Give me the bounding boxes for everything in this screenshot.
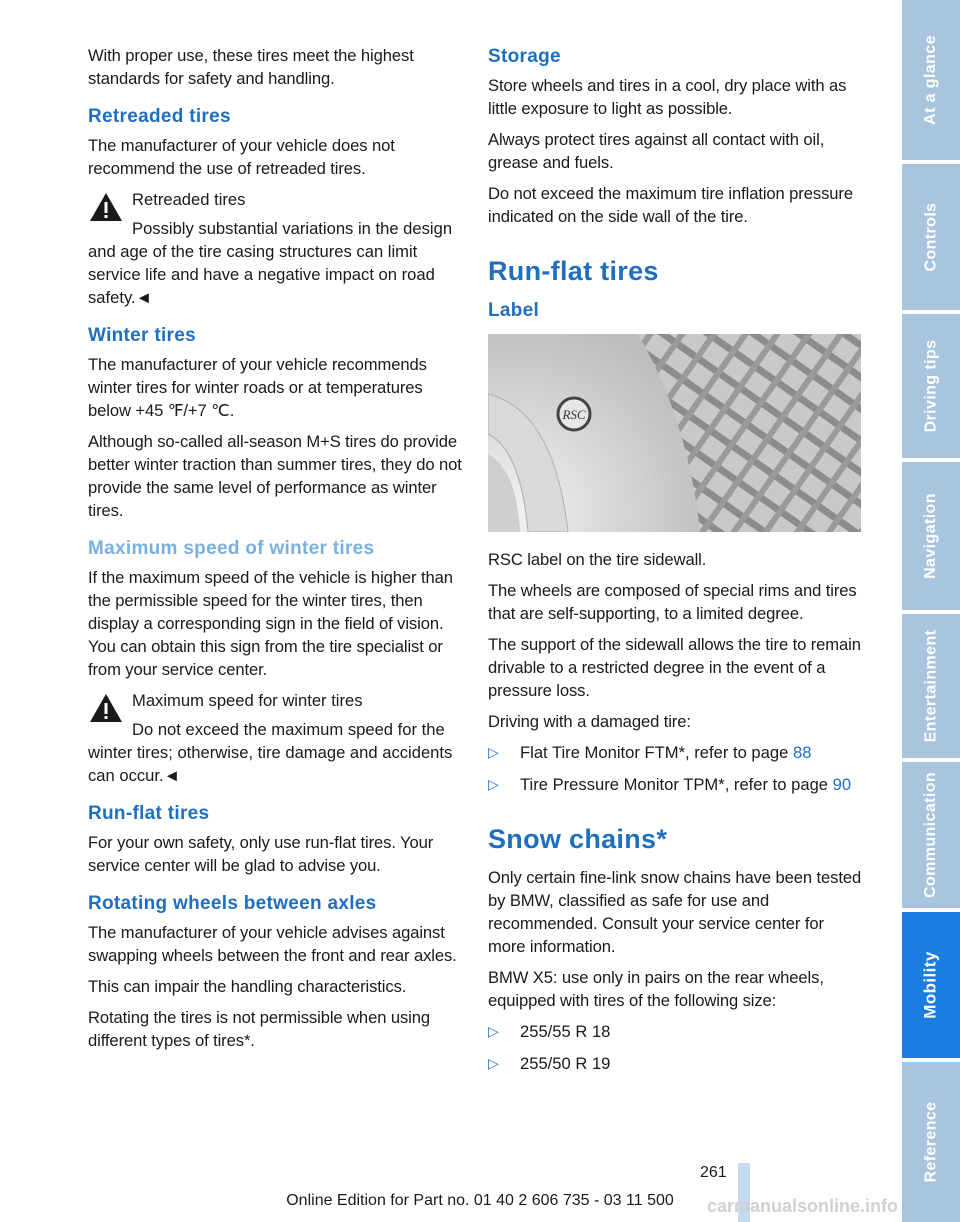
triangle-bullet-icon: ▷	[488, 1023, 499, 1039]
page-link-88[interactable]: 88	[792, 743, 812, 762]
tab-driving-tips[interactable]: Driving tips	[902, 314, 960, 458]
list-item: ▷ 255/50 R 19	[488, 1054, 611, 1073]
retreaded-warning-text: Possibly substantial variations in the design and age of the tire casing structures can limit service life and have a negative impact on road safety.◄	[88, 219, 453, 307]
winter-text-2: Although so-called all-season M+S tires do provide better winter traction than summer tires, they do not provide the same level of performance as winter tires.	[88, 432, 462, 520]
retreaded-heading: Retreaded tires	[88, 106, 231, 127]
tab-communication[interactable]: Communication	[902, 762, 960, 908]
list-item: ▷ 255/55 R 18	[488, 1022, 611, 1041]
storage-text-2: Always protect tires against all contact with oil, grease and fuels.	[488, 130, 825, 172]
runflat-text: For your own safety, only use run-flat tires. Your service center will be glad to advise you.	[88, 833, 434, 875]
runflat-text-3: Driving with a damaged tire:	[488, 712, 691, 731]
retreaded-warning-title: Retreaded tires	[132, 190, 246, 209]
tire-size-list	[488, 1020, 862, 1075]
retreaded-warning	[88, 188, 463, 309]
page-number: 261	[700, 1164, 727, 1181]
snow-text-2: BMW X5: use only in pairs on the rear wheels, equipped with tires of the following size:	[488, 968, 824, 1010]
label-heading: Label	[488, 300, 540, 321]
winter-heading: Winter tires	[88, 325, 196, 346]
runflat-heading: Run-flat tires	[88, 803, 210, 824]
runflat-text-1: The wheels are composed of special rims and tires that are self-supporting, to a limited degree.	[488, 581, 857, 623]
max-speed-heading: Maximum speed of winter tires	[88, 538, 375, 559]
tab-controls[interactable]: Controls	[902, 164, 960, 310]
triangle-bullet-icon: ▷	[488, 1055, 499, 1071]
rotating-text-1: The manufacturer of your vehicle advises against swapping wheels between the front and rear axles.	[88, 923, 457, 965]
intro-text: With proper use, these tires meet the highest standards for safety and handling.	[88, 46, 414, 88]
footer-edition-text: Online Edition for Part no. 01 40 2 606 735 - 03 11 500	[286, 1192, 674, 1209]
snow-text-1: Only certain fine-link snow chains have been tested by BMW, classified as safe for use and recommended. Consult your service center for more information.	[488, 868, 862, 956]
tire-sidewall-image	[488, 334, 861, 532]
runflat-section-heading: Run-flat tires	[488, 256, 659, 286]
svg-text:RSC: RSC	[562, 407, 586, 422]
list-item: ▷ Flat Tire Monitor FTM*, refer to page 88	[488, 743, 812, 762]
max-speed-warning-title: Maximum speed for winter tires	[132, 691, 363, 710]
tab-at-a-glance[interactable]: At a glance	[902, 0, 960, 160]
rotating-text-3: Rotating the tires is not permissible when using different types of tires*.	[88, 1008, 431, 1050]
warning-icon	[88, 190, 124, 224]
retreaded-text: The manufacturer of your vehicle does not recommend the use of retreaded tires.	[88, 136, 395, 178]
chapter-sidebar	[900, 0, 960, 1222]
tab-mobility[interactable]: Mobility	[902, 912, 960, 1058]
runflat-text-2: The support of the sidewall allows the tire to remain drivable to a restricted degree in the event of a pressure loss.	[488, 635, 861, 700]
page-link-90[interactable]: 90	[832, 775, 852, 794]
list-item: ▷ Tire Pressure Monitor TPM*, refer to page 90	[488, 775, 852, 794]
storage-text-3: Do not exceed the maximum tire inflation pressure indicated on the side wall of the tire.	[488, 184, 853, 226]
tab-navigation[interactable]: Navigation	[902, 462, 960, 610]
right-column	[488, 44, 862, 1084]
triangle-bullet-icon: ▷	[488, 776, 499, 792]
rsc-caption: RSC label on the tire sidewall.	[488, 550, 707, 569]
rotating-text-2: This can impair the handling characteristics.	[88, 977, 407, 996]
storage-heading: Storage	[488, 46, 561, 67]
snow-chains-heading: Snow chains*	[488, 824, 668, 854]
winter-text-1: The manufacturer of your vehicle recommends winter tires for winter roads or at temperatures below +45 ℉/+7 ℃.	[88, 355, 427, 420]
tire-illustration	[488, 334, 861, 532]
max-speed-text: If the maximum speed of the vehicle is higher than the permissible speed for the winter tires, then display a corresponding sign in the field of vision. You can obtain this sign from the tire specialist or from your service center.	[88, 568, 453, 679]
tab-reference[interactable]: Reference	[902, 1062, 960, 1222]
tab-entertainment[interactable]: Entertainment	[902, 614, 960, 758]
triangle-bullet-icon: ▷	[488, 744, 499, 760]
left-column	[88, 44, 463, 1060]
rotating-heading: Rotating wheels between axles	[88, 893, 377, 914]
max-speed-warning-text: Do not exceed the maximum speed for the winter tires; otherwise, tire damage and accidents can occur.◄	[88, 720, 453, 785]
watermark: carmanualsonline.info	[706, 1196, 898, 1216]
warning-icon	[88, 691, 124, 725]
damaged-tire-list	[488, 741, 862, 796]
storage-text-1: Store wheels and tires in a cool, dry place with as little exposure to light as possible.	[488, 76, 847, 118]
max-speed-warning	[88, 689, 463, 787]
